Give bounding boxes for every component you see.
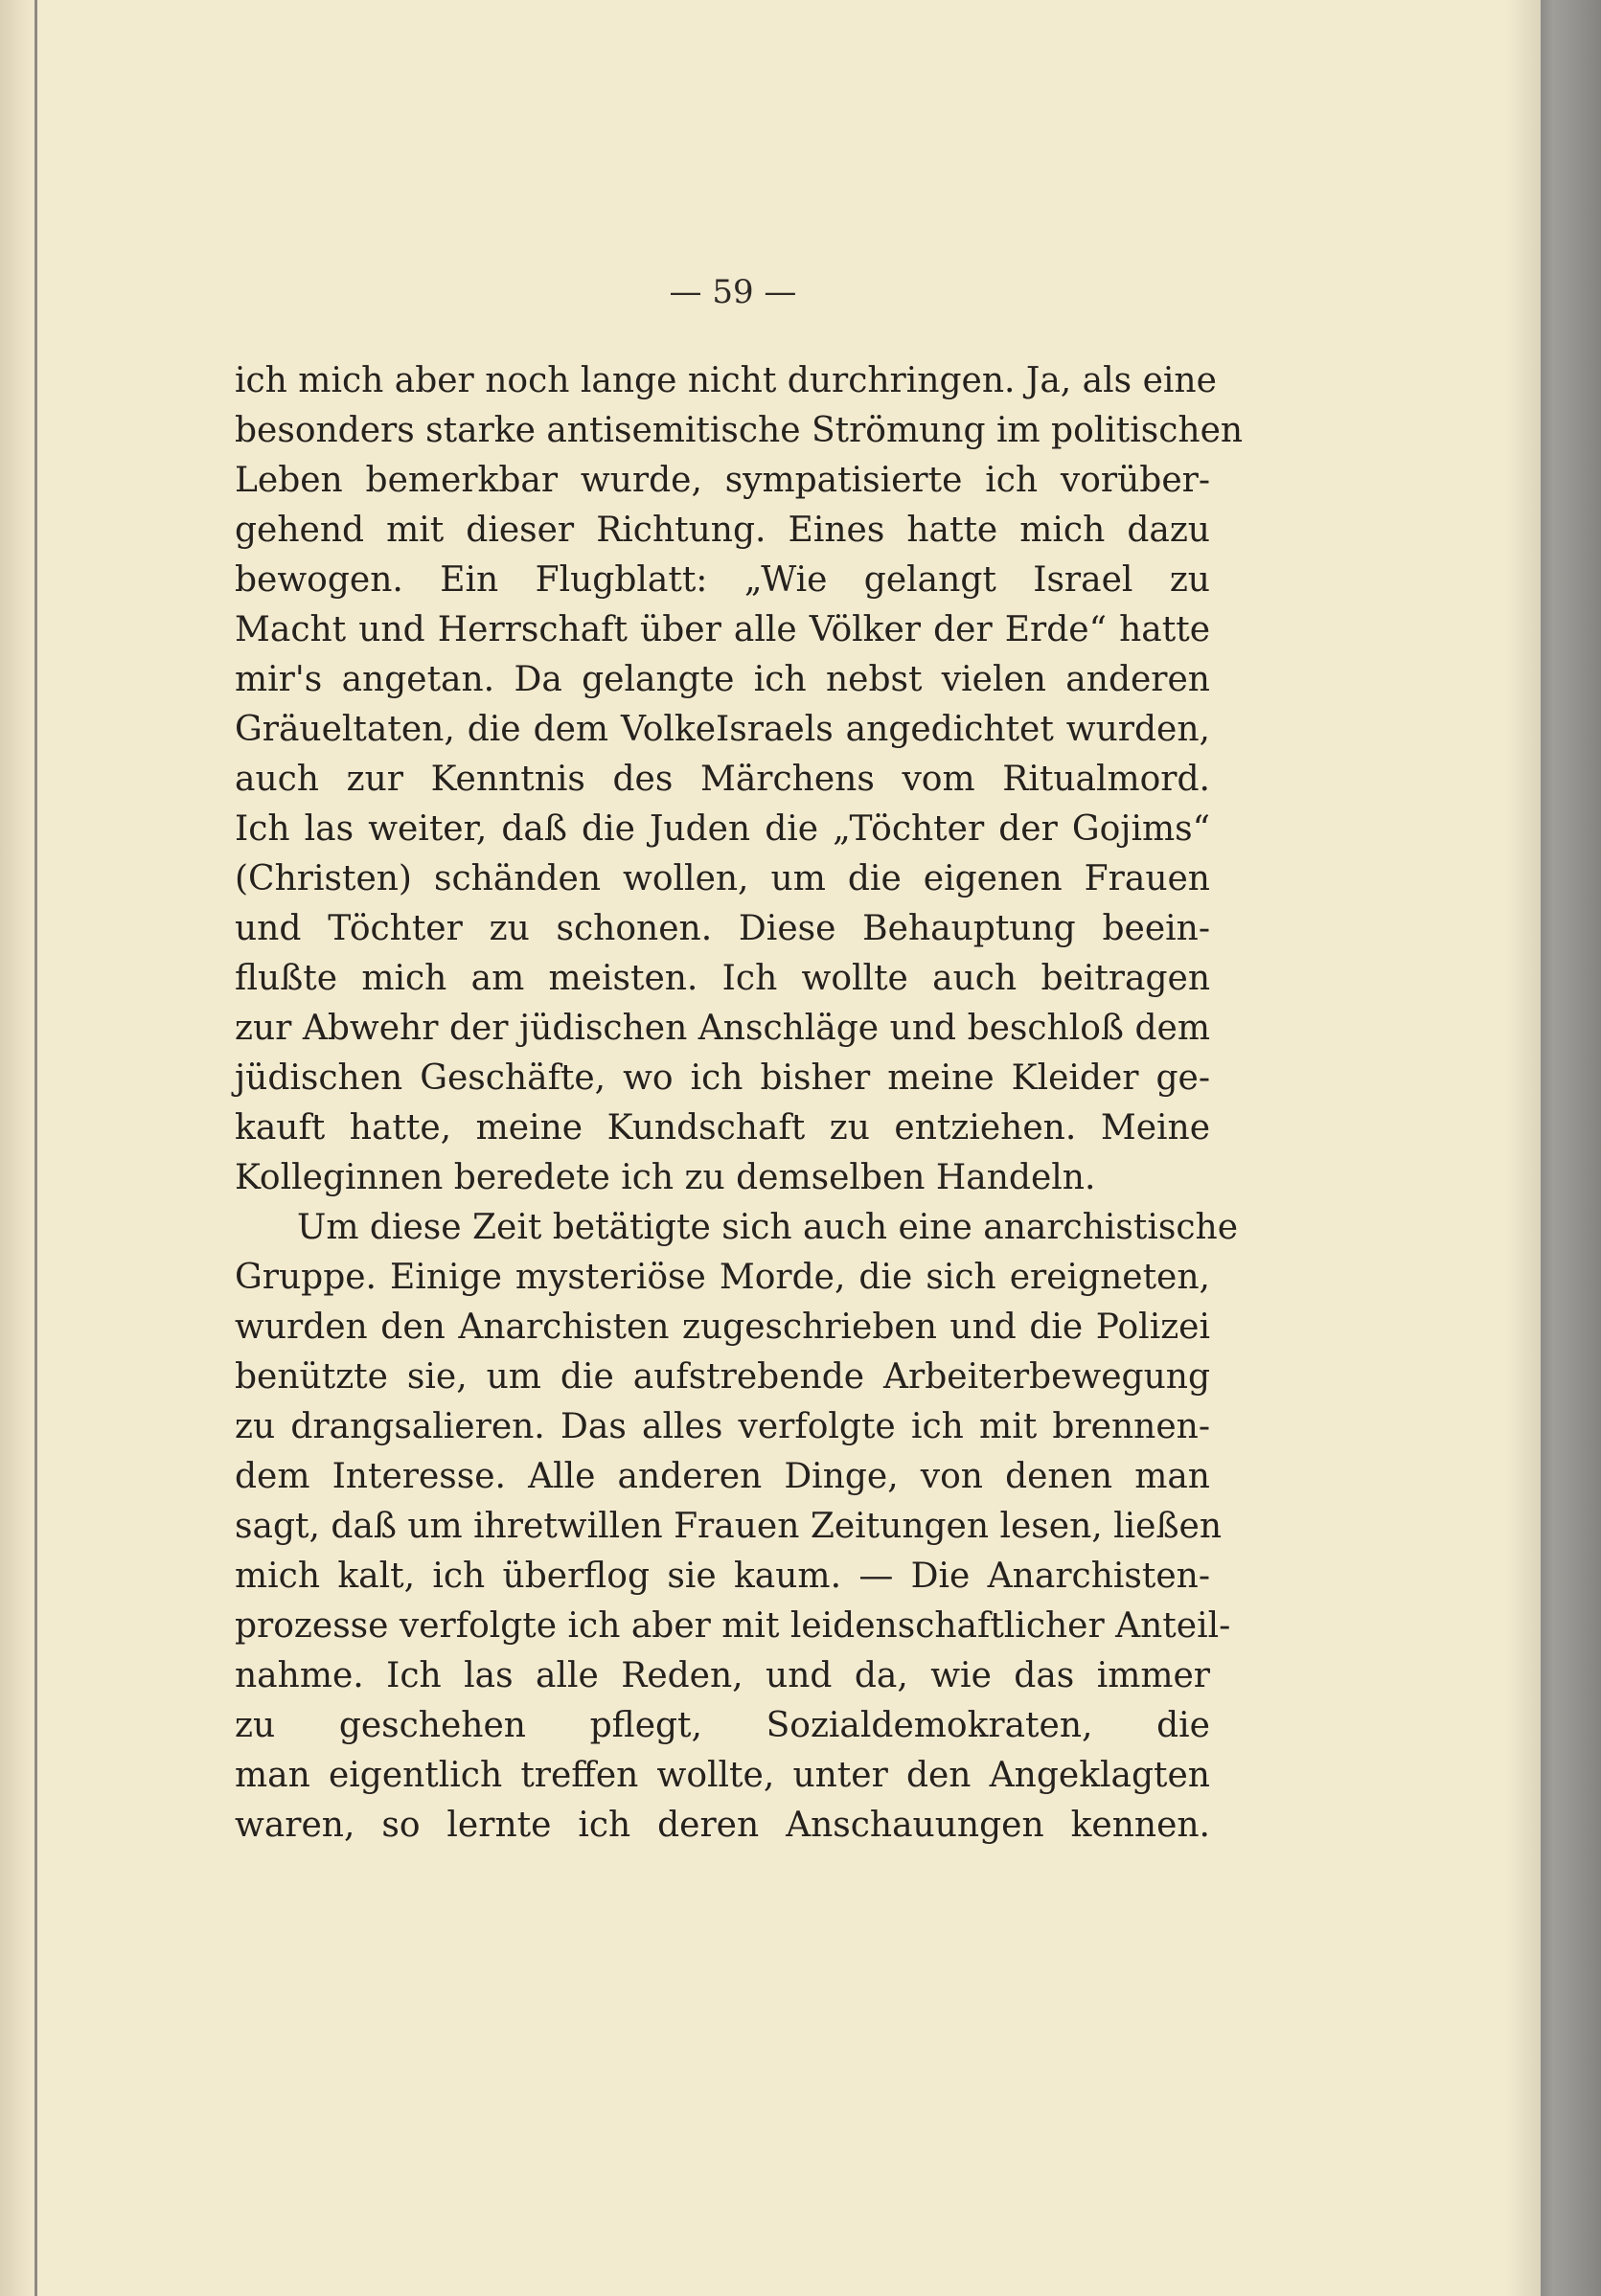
text-line: waren, so lernte ich deren Anschauungen kennen.: [235, 1806, 1210, 1845]
text-line: mir's angetan. Da gelangte ich nebst vielen anderen: [235, 660, 1210, 699]
text-line: Leben bemerkbar wurde, sympatisierte ich vorüber-: [235, 461, 1210, 500]
book-binding: [1541, 0, 1601, 2296]
text-line: nahme. Ich las alle Reden, und da, wie das immer: [235, 1656, 1210, 1695]
text-line: bewogen. Ein Flugblatt: „Wie gelangt Israel zu: [235, 560, 1210, 600]
text-line: besonders starke antisemitische Strömung im politischen: [235, 411, 1244, 450]
text-line: Gräueltaten, die dem VolkeIsraels angedichtet wurden,: [235, 710, 1210, 749]
text-line: Kolleginnen beredete ich zu demselben Handeln.: [235, 1158, 1096, 1197]
page-fold-line: [34, 0, 37, 2296]
text-line: Macht und Herrschaft über alle Völker der Erde“ hatte: [235, 610, 1210, 649]
text-line: ich mich aber noch lange nicht durchringen. Ja, als eine: [235, 361, 1217, 400]
text-line: und Töchter zu schonen. Diese Behauptung beein-: [235, 909, 1210, 948]
text-line: flußte mich am meisten. Ich wollte auch beitragen: [235, 959, 1210, 998]
text-line: Gruppe. Einige mysteriöse Morde, die sich ereigneten,: [235, 1258, 1210, 1297]
text-line: sagt, daß um ihretwillen Frauen Zeitungen lesen, ließen: [235, 1507, 1223, 1546]
text-line: zu geschehen pflegt, Sozialdemokraten, die: [235, 1706, 1210, 1745]
text-line: (Christen) schänden wollen, um die eigenen Frauen: [235, 859, 1210, 898]
text-line: prozesse verfolgte ich aber mit leidenschaftlicher Anteil-: [235, 1606, 1231, 1646]
text-line: auch zur Kenntnis des Märchens vom Ritualmord.: [235, 760, 1210, 799]
text-line: mich kalt, ich überflog sie kaum. — Die Anarchisten-: [235, 1557, 1210, 1596]
text-line: zu drangsalieren. Das alles verfolgte ich mit brennen-: [235, 1407, 1210, 1446]
binding-shadow: [1506, 0, 1541, 2296]
text-line: benützte sie, um die aufstrebende Arbeiterbewegung: [235, 1357, 1210, 1397]
text-line: Ich las weiter, daß die Juden die „Töchter der Gojims“: [235, 809, 1210, 849]
text-line: gehend mit dieser Richtung. Eines hatte mich dazu: [235, 511, 1210, 550]
text-line: zur Abwehr der jüdischen Anschläge und beschloß dem: [235, 1009, 1210, 1048]
text-line: dem Interesse. Alle anderen Dinge, von denen man: [235, 1457, 1210, 1496]
text-line: man eigentlich treffen wollte, unter den Angeklagten: [235, 1756, 1210, 1795]
text-line: Um diese Zeit betätigte sich auch eine anarchistische: [297, 1208, 1239, 1247]
page-number: — 59 —: [669, 273, 797, 311]
page-left-edge: [0, 0, 38, 2296]
text-line: kauft hatte, meine Kundschaft zu entziehen. Meine: [235, 1108, 1210, 1148]
text-line: wurden den Anarchisten zugeschrieben und die Polizei: [235, 1307, 1210, 1347]
body-text: [235, 356, 1244, 1851]
text-line: jüdischen Geschäfte, wo ich bisher meine Kleider ge-: [235, 1058, 1210, 1098]
